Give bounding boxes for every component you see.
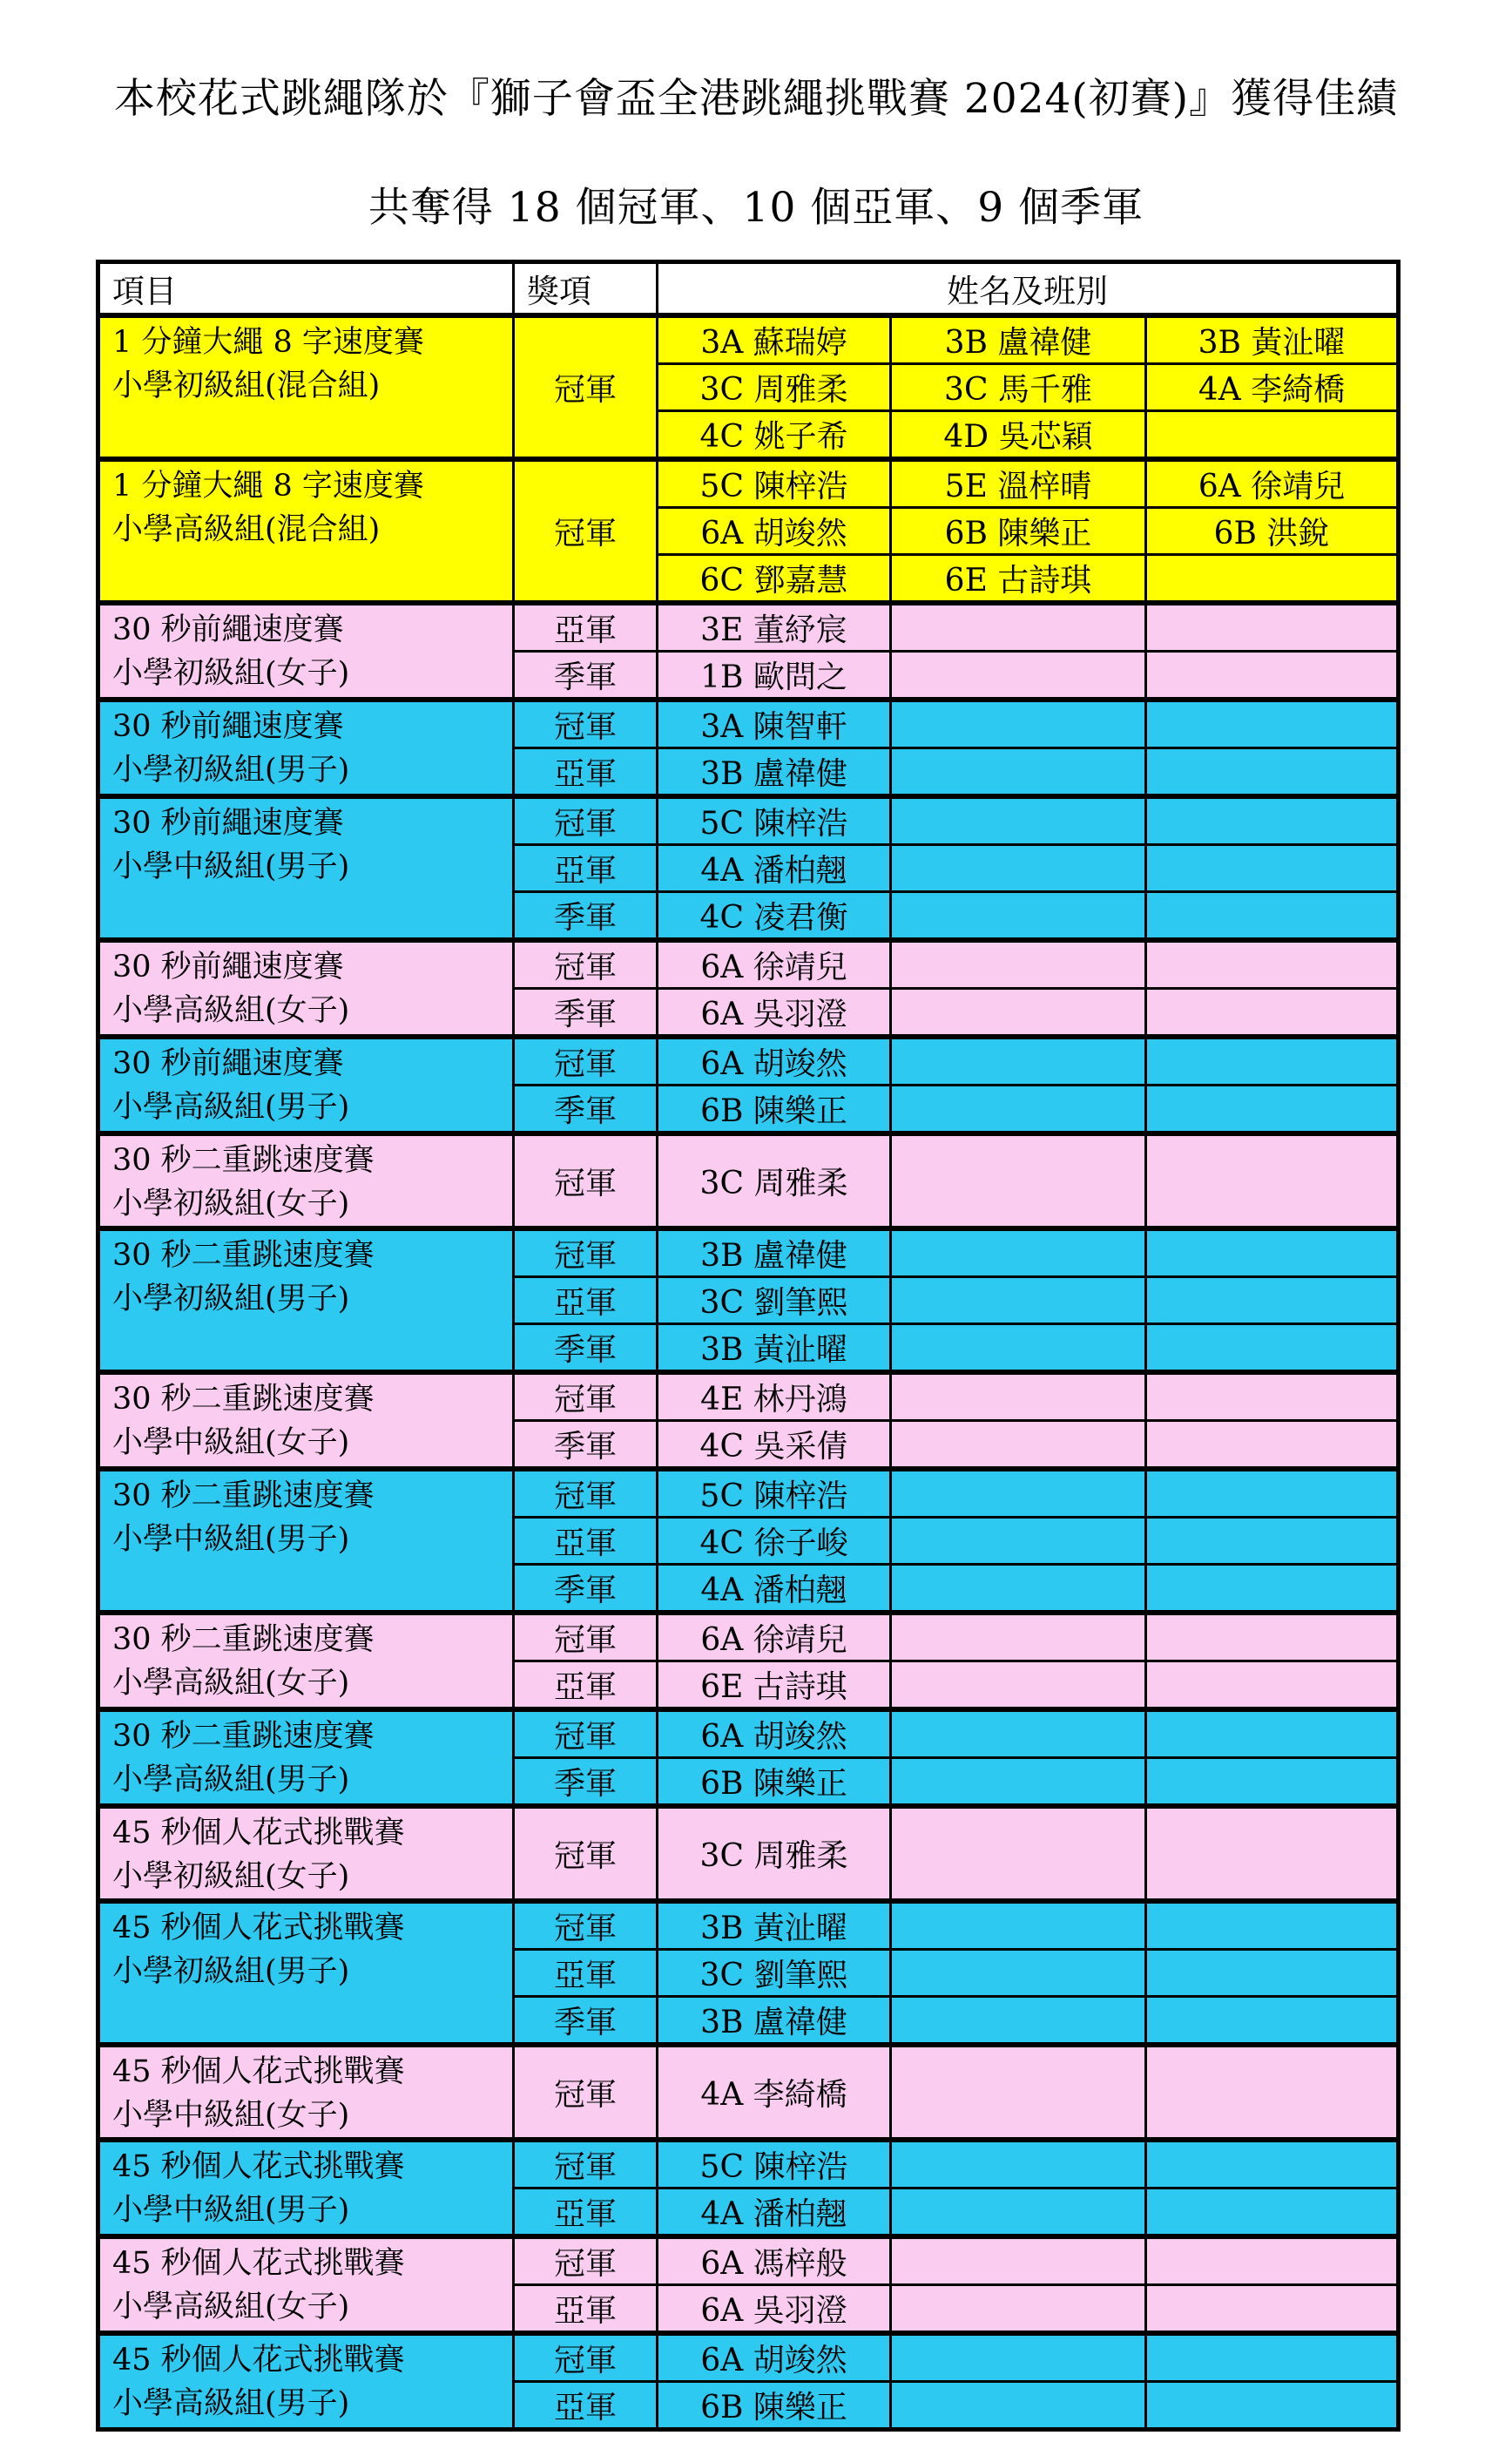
student-name-cell: 6A 徐靖兒 [1146, 459, 1399, 508]
event-item-line: 小學初級組(男子) [112, 1954, 350, 1989]
award-cell: 季軍 [514, 989, 658, 1038]
student-name-cell: 6B 陳樂正 [658, 1086, 891, 1134]
event-item-line: 小學中級組(男子) [112, 1522, 350, 1557]
student-name-cell: 4A 李綺橋 [1146, 364, 1399, 411]
empty-name-cell [891, 652, 1146, 700]
event-item-line: 小學高級組(女子) [112, 993, 350, 1028]
student-name-cell: 6A 馮梓般 [658, 2236, 891, 2285]
award-cell: 冠軍 [514, 1709, 658, 1758]
event-item-line: 小學高級組(混合組) [112, 512, 381, 547]
event-item-line: 小學初級組(男子) [112, 753, 350, 788]
empty-name-cell [1146, 1901, 1399, 1950]
table-row [98, 2236, 1399, 2285]
event-item-line: 1 分鐘大繩 8 字速度賽 [112, 325, 424, 360]
table-row [98, 1228, 1399, 1277]
event-item-line: 小學高級組(女子) [112, 1666, 350, 1701]
empty-name-cell [1146, 2333, 1399, 2382]
event-item-line: 30 秒前繩速度賽 [112, 950, 344, 984]
award-cell: 冠軍 [514, 2236, 658, 2285]
empty-name-cell [891, 1372, 1146, 1421]
empty-name-cell [1146, 1421, 1399, 1470]
award-cell: 冠軍 [514, 796, 658, 845]
empty-name-cell [891, 1997, 1146, 2046]
page-subtitle: 共奪得 18 個冠軍、10 個亞軍、9 個季軍 [368, 184, 1144, 232]
event-item-line: 小學初級組(女子) [112, 1187, 350, 1221]
table-row [98, 700, 1399, 748]
student-name-cell: 6C 鄧嘉慧 [658, 555, 891, 604]
award-cell: 亞軍 [514, 2189, 658, 2237]
event-item-cell [98, 700, 514, 796]
empty-name-cell [891, 2382, 1146, 2430]
award-cell: 冠軍 [514, 1806, 658, 1901]
student-name-cell: 3A 蘇瑞婷 [658, 315, 891, 364]
empty-name-cell [891, 989, 1146, 1038]
student-name-cell: 6B 洪銳 [1146, 508, 1399, 555]
student-name-cell: 3E 董紓宸 [658, 603, 891, 652]
student-name-cell: 4C 姚子希 [658, 411, 891, 460]
event-item-line: 45 秒個人花式挑戰賽 [112, 2054, 405, 2089]
student-name-cell: 3C 劉筆熙 [658, 1950, 891, 1997]
event-item-cell [98, 603, 514, 700]
student-name-cell: 3C 周雅柔 [658, 1806, 891, 1901]
student-name-cell: 3B 黃沚曜 [658, 1901, 891, 1950]
award-cell: 冠軍 [514, 1037, 658, 1086]
award-cell: 季軍 [514, 652, 658, 700]
table-row [98, 1613, 1399, 1661]
empty-name-cell [1146, 411, 1399, 460]
award-cell: 冠軍 [514, 1901, 658, 1950]
empty-name-cell [1146, 2189, 1399, 2237]
event-item-cell [98, 1037, 514, 1133]
award-cell: 季軍 [514, 1086, 658, 1134]
results-table [96, 260, 1401, 2432]
event-item-line: 30 秒二重跳速度賽 [112, 1622, 375, 1657]
event-item-cell [98, 459, 514, 603]
empty-name-cell [1146, 1565, 1399, 1613]
student-name-cell: 6A 徐靖兒 [658, 940, 891, 989]
table-row [98, 2333, 1399, 2382]
award-cell: 季軍 [514, 1565, 658, 1613]
empty-name-cell [1146, 2236, 1399, 2285]
event-item-line: 45 秒個人花式挑戰賽 [112, 2149, 405, 2184]
empty-name-cell [891, 748, 1146, 797]
empty-name-cell [1146, 1133, 1399, 1228]
empty-name-cell [891, 1133, 1146, 1228]
student-name-cell: 1B 歐問之 [658, 652, 891, 700]
empty-name-cell [1146, 940, 1399, 989]
event-item-cell [98, 2045, 514, 2140]
event-item-cell [98, 315, 514, 459]
student-name-cell: 4C 徐子峻 [658, 1518, 891, 1565]
table-row [98, 2140, 1399, 2189]
empty-name-cell [1146, 796, 1399, 845]
student-name-cell: 4A 潘柏翹 [658, 845, 891, 892]
event-item-line: 30 秒二重跳速度賽 [112, 1143, 375, 1178]
award-cell: 冠軍 [514, 1133, 658, 1228]
award-cell: 冠軍 [514, 459, 658, 603]
empty-name-cell [891, 1758, 1146, 1807]
empty-name-cell [1146, 1997, 1399, 2046]
event-item-line: 30 秒二重跳速度賽 [112, 1238, 375, 1273]
empty-name-cell [1146, 892, 1399, 941]
event-item-line: 小學高級組(男子) [112, 1762, 350, 1797]
empty-name-cell [1146, 1661, 1399, 1710]
student-name-cell: 5C 陳梓浩 [658, 459, 891, 508]
empty-name-cell [891, 940, 1146, 989]
award-cell: 季軍 [514, 1997, 658, 2046]
award-cell: 季軍 [514, 892, 658, 941]
table-row [98, 1372, 1399, 1421]
student-name-cell: 5C 陳梓浩 [658, 1469, 891, 1518]
table-row [98, 1037, 1399, 1086]
empty-name-cell [891, 1518, 1146, 1565]
event-item-cell [98, 1901, 514, 2045]
event-item-line: 30 秒二重跳速度賽 [112, 1478, 375, 1513]
award-cell: 亞軍 [514, 1277, 658, 1324]
event-item-line: 45 秒個人花式挑戰賽 [112, 2246, 405, 2281]
empty-name-cell [1146, 1469, 1399, 1518]
student-name-cell: 3B 盧禕健 [658, 748, 891, 797]
student-name-cell: 6A 胡竣然 [658, 508, 891, 555]
award-cell: 冠軍 [514, 2140, 658, 2189]
student-name-cell: 4A 潘柏翹 [658, 1565, 891, 1613]
table-row [98, 1133, 1399, 1228]
empty-name-cell [891, 1469, 1146, 1518]
student-name-cell: 6A 胡竣然 [658, 2333, 891, 2382]
page-title: 本校花式跳繩隊於『獅子會盃全港跳繩挑戰賽 2024(初賽)』獲得佳績 [113, 75, 1399, 123]
empty-name-cell [1146, 1709, 1399, 1758]
student-name-cell: 4D 吳芯穎 [891, 411, 1146, 460]
award-cell: 亞軍 [514, 748, 658, 797]
empty-name-cell [1146, 989, 1399, 1038]
empty-name-cell [891, 2189, 1146, 2237]
table-row [98, 796, 1399, 845]
empty-name-cell [1146, 1228, 1399, 1277]
student-name-cell: 3B 黃沚曜 [658, 1324, 891, 1373]
student-name-cell: 6E 古詩琪 [658, 1661, 891, 1710]
student-name-cell: 3B 盧禕健 [891, 315, 1146, 364]
student-name-cell: 4A 李綺橋 [658, 2045, 891, 2140]
event-item-line: 小學中級組(女子) [112, 2098, 350, 2133]
empty-name-cell [1146, 700, 1399, 748]
header-names: 姓名及班別 [658, 262, 1399, 316]
table-row [98, 1901, 1399, 1950]
table-row [98, 1469, 1399, 1518]
award-cell: 亞軍 [514, 2285, 658, 2334]
event-item-cell [98, 1372, 514, 1469]
award-cell: 亞軍 [514, 1950, 658, 1997]
award-cell: 季軍 [514, 1758, 658, 1807]
table-row [98, 2045, 1399, 2140]
event-item-line: 小學初級組(女子) [112, 1859, 350, 1894]
empty-name-cell [1146, 2140, 1399, 2189]
award-cell: 冠軍 [514, 1228, 658, 1277]
student-name-cell: 4C 凌君衡 [658, 892, 891, 941]
empty-name-cell [1146, 1613, 1399, 1661]
empty-name-cell [891, 1277, 1146, 1324]
event-item-line: 小學中級組(男子) [112, 2193, 350, 2228]
event-item-line: 小學初級組(混合組) [112, 369, 381, 403]
empty-name-cell [891, 1613, 1146, 1661]
empty-name-cell [1146, 1086, 1399, 1134]
empty-name-cell [891, 892, 1146, 941]
event-item-line: 30 秒二重跳速度賽 [112, 1382, 375, 1417]
event-item-cell [98, 1613, 514, 1709]
award-cell: 亞軍 [514, 1518, 658, 1565]
student-name-cell: 6A 吳羽澄 [658, 989, 891, 1038]
award-cell: 冠軍 [514, 700, 658, 748]
event-item-line: 30 秒前繩速度賽 [112, 806, 344, 841]
student-name-cell: 3A 陳智軒 [658, 700, 891, 748]
award-cell: 亞軍 [514, 603, 658, 652]
empty-name-cell [891, 1324, 1146, 1373]
event-item-line: 30 秒前繩速度賽 [112, 709, 344, 744]
empty-name-cell [1146, 2045, 1399, 2140]
empty-name-cell [891, 2236, 1146, 2285]
empty-name-cell [891, 2333, 1146, 2382]
results-table-body [98, 315, 1399, 2430]
award-cell: 亞軍 [514, 1661, 658, 1710]
empty-name-cell [891, 1806, 1146, 1901]
event-item-line: 45 秒個人花式挑戰賽 [112, 1816, 405, 1850]
empty-name-cell [891, 603, 1146, 652]
empty-name-cell [1146, 1518, 1399, 1565]
empty-name-cell [891, 1228, 1146, 1277]
event-item-cell [98, 1806, 514, 1901]
table-row [98, 315, 1399, 364]
table-row [98, 603, 1399, 652]
award-cell: 冠軍 [514, 940, 658, 989]
award-cell: 冠軍 [514, 1613, 658, 1661]
empty-name-cell [891, 700, 1146, 748]
award-cell: 冠軍 [514, 1372, 658, 1421]
event-item-line: 小學初級組(女子) [112, 656, 350, 691]
student-name-cell: 3C 周雅柔 [658, 1133, 891, 1228]
empty-name-cell [1146, 555, 1399, 604]
event-item-cell [98, 940, 514, 1037]
student-name-cell: 6A 胡竣然 [658, 1709, 891, 1758]
event-item-line: 45 秒個人花式挑戰賽 [112, 1911, 405, 1945]
event-item-line: 小學中級組(男子) [112, 849, 350, 884]
table-row [98, 940, 1399, 989]
student-name-cell: 3B 盧禕健 [658, 1228, 891, 1277]
empty-name-cell [891, 1037, 1146, 1086]
event-item-line: 小學高級組(男子) [112, 2386, 350, 2421]
student-name-cell: 3C 馬千雅 [891, 364, 1146, 411]
student-name-cell: 4A 潘柏翹 [658, 2189, 891, 2237]
student-name-cell: 4E 林丹鴻 [658, 1372, 891, 1421]
student-name-cell: 3C 劉筆熙 [658, 1277, 891, 1324]
student-name-cell: 6A 胡竣然 [658, 1037, 891, 1086]
empty-name-cell [1146, 652, 1399, 700]
empty-name-cell [891, 2285, 1146, 2334]
student-name-cell: 6B 陳樂正 [658, 1758, 891, 1807]
event-item-cell [98, 2140, 514, 2236]
student-name-cell: 6A 吳羽澄 [658, 2285, 891, 2334]
award-cell: 季軍 [514, 1421, 658, 1470]
empty-name-cell [891, 1421, 1146, 1470]
empty-name-cell [1146, 1372, 1399, 1421]
empty-name-cell [891, 1086, 1146, 1134]
student-name-cell: 6E 古詩琪 [891, 555, 1146, 604]
table-row [98, 459, 1399, 508]
event-item-line: 30 秒前繩速度賽 [112, 612, 344, 647]
award-cell: 冠軍 [514, 315, 658, 459]
results-table-head [98, 262, 1399, 316]
event-item-line: 小學中級組(女子) [112, 1425, 350, 1460]
student-name-cell: 5C 陳梓浩 [658, 796, 891, 845]
award-cell: 冠軍 [514, 1469, 658, 1518]
award-cell: 亞軍 [514, 845, 658, 892]
table-row [98, 1709, 1399, 1758]
student-name-cell: 6B 陳樂正 [658, 2382, 891, 2430]
empty-name-cell [891, 1901, 1146, 1950]
header-row [98, 262, 1399, 316]
student-name-cell: 5E 溫梓晴 [891, 459, 1146, 508]
award-cell: 季軍 [514, 1324, 658, 1373]
event-item-cell [98, 2333, 514, 2430]
event-item-line: 45 秒個人花式挑戰賽 [112, 2343, 405, 2378]
event-item-line: 小學高級組(女子) [112, 2290, 350, 2324]
event-item-cell [98, 1709, 514, 1806]
header-item: 項目 [98, 262, 514, 316]
empty-name-cell [891, 1709, 1146, 1758]
event-item-line: 小學高級組(男子) [112, 1090, 350, 1125]
empty-name-cell [891, 1661, 1146, 1710]
empty-name-cell [891, 796, 1146, 845]
event-item-line: 1 分鐘大繩 8 字速度賽 [112, 469, 424, 504]
award-cell: 冠軍 [514, 2333, 658, 2382]
event-item-line: 30 秒二重跳速度賽 [112, 1719, 375, 1754]
student-name-cell: 3B 黃沚曜 [1146, 315, 1399, 364]
empty-name-cell [1146, 1037, 1399, 1086]
student-name-cell: 3B 盧禕健 [658, 1997, 891, 2046]
empty-name-cell [891, 1950, 1146, 1997]
empty-name-cell [1146, 1806, 1399, 1901]
student-name-cell: 4C 吳采倩 [658, 1421, 891, 1470]
empty-name-cell [1146, 1324, 1399, 1373]
empty-name-cell [891, 1565, 1146, 1613]
award-cell: 亞軍 [514, 2382, 658, 2430]
event-item-line: 30 秒前繩速度賽 [112, 1046, 344, 1081]
empty-name-cell [891, 2045, 1146, 2140]
header-award: 獎項 [514, 262, 658, 316]
empty-name-cell [1146, 1277, 1399, 1324]
award-cell: 冠軍 [514, 2045, 658, 2140]
student-name-cell: 3C 周雅柔 [658, 364, 891, 411]
student-name-cell: 6B 陳樂正 [891, 508, 1146, 555]
empty-name-cell [1146, 2382, 1399, 2430]
empty-name-cell [1146, 1950, 1399, 1997]
student-name-cell: 5C 陳梓浩 [658, 2140, 891, 2189]
empty-name-cell [1146, 748, 1399, 797]
event-item-line: 小學初級組(男子) [112, 1282, 350, 1316]
event-item-cell [98, 1228, 514, 1372]
empty-name-cell [1146, 1758, 1399, 1807]
empty-name-cell [1146, 2285, 1399, 2334]
empty-name-cell [1146, 845, 1399, 892]
event-item-cell [98, 1469, 514, 1613]
event-item-cell [98, 796, 514, 940]
empty-name-cell [891, 2140, 1146, 2189]
empty-name-cell [1146, 603, 1399, 652]
event-item-cell [98, 2236, 514, 2333]
student-name-cell: 6A 徐靖兒 [658, 1613, 891, 1661]
empty-name-cell [891, 845, 1146, 892]
event-item-cell [98, 1133, 514, 1228]
table-row [98, 1806, 1399, 1901]
